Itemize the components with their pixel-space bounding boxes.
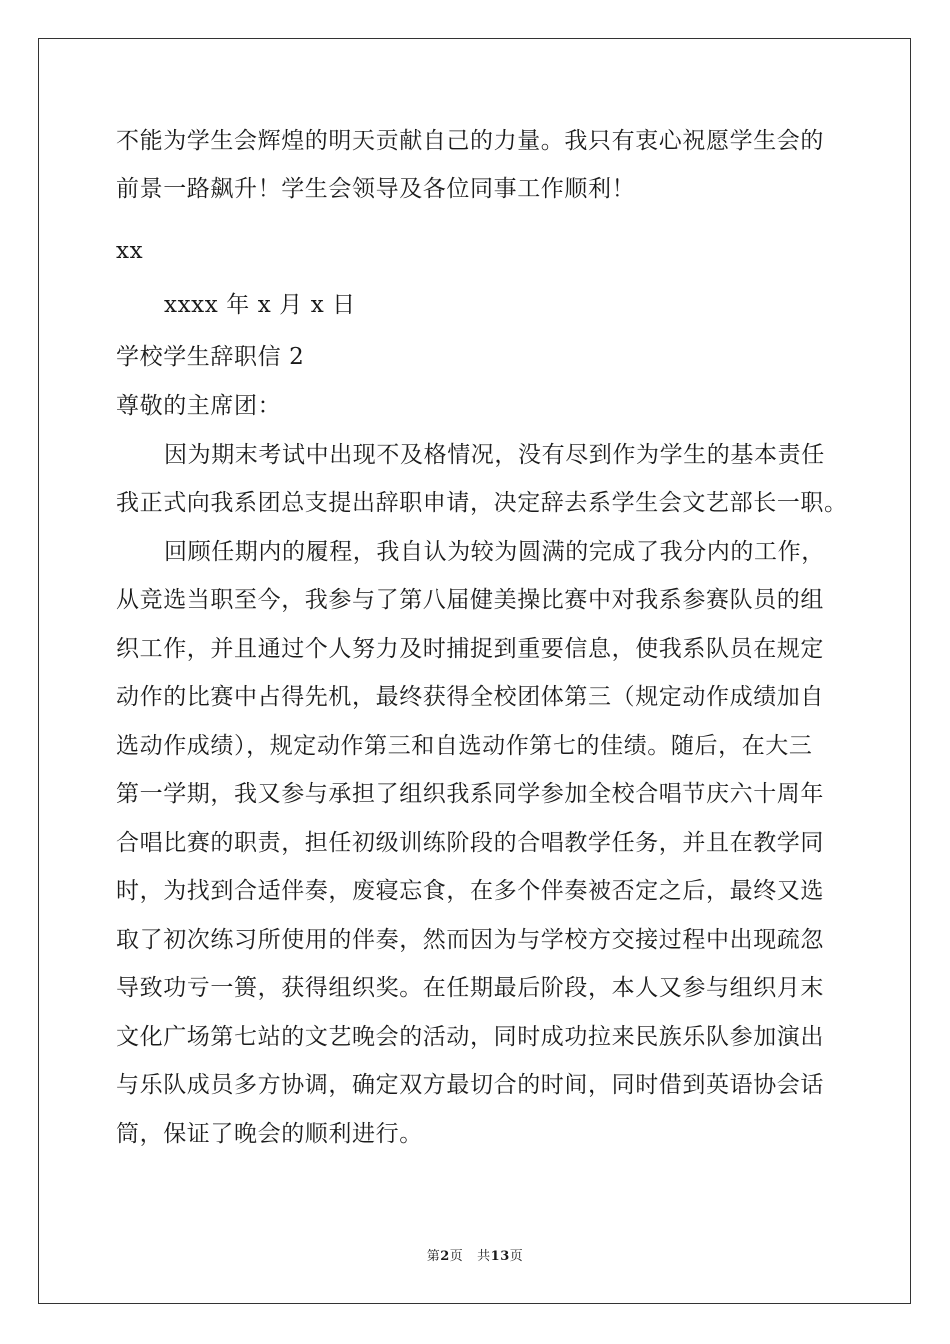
salutation: 尊敬的主席团： (116, 393, 282, 419)
body-line: 筒，保证了晚会的顺利进行。 (116, 1121, 423, 1147)
body-line: 不能为学生会辉煌的明天贡献自己的力量。我只有衷心祝愿学生会的 (116, 128, 824, 154)
footer-suffix: 页 (509, 1249, 524, 1264)
body-line: 文化广场第七站的文艺晚会的活动，同时成功拉来民族乐队参加演出 (116, 1024, 824, 1050)
body-line: 第一学期，我又参与承担了组织我系同学参加全校合唱节庆六十周年 (116, 781, 824, 807)
current-page-number: 2 (440, 1249, 450, 1264)
total-page-count: 13 (490, 1249, 510, 1264)
signature: xx (116, 238, 144, 264)
date-line: xxxx 年 x 月 x 日 (164, 292, 356, 318)
body-line: 导致功亏一篑，获得组织奖。在任期最后阶段，本人又参与组织月末 (116, 975, 824, 1001)
body-line: 取了初次练习所使用的伴奏，然而因为与学校方交接过程中出现疏忽 (116, 927, 824, 953)
body-line: 选动作成绩），规定动作第三和自选动作第七的佳绩。随后，在大三 (116, 733, 813, 759)
body-line: 动作的比赛中占得先机，最终获得全校团体第三（规定动作成绩加自 (116, 684, 824, 710)
body-line: 因为期末考试中出现不及格情况，没有尽到作为学生的基本责任 (164, 442, 825, 468)
body-line: 前景一路飙升！学生会领导及各位同事工作顺利！ (116, 176, 636, 202)
body-line: 回顾任期内的履程，我自认为较为圆满的完成了我分内的工作， (164, 539, 825, 565)
body-line: 织工作，并且通过个人努力及时捕捉到重要信息，使我系队员在规定 (116, 636, 824, 662)
body-line: 时，为找到合适伴奏，废寝忘食，在多个伴奏被否定之后，最终又选 (116, 878, 824, 904)
footer-mid: 页 共 (449, 1249, 491, 1264)
section-title: 学校学生辞职信 2 (116, 344, 305, 370)
body-line: 与乐队成员多方协调，确定双方最切合的时间，同时借到英语协会话 (116, 1072, 824, 1098)
body-line: 从竞选当职至今，我参与了第八届健美操比赛中对我系参赛队员的组 (116, 587, 824, 613)
page-footer (0, 1245, 950, 1264)
body-line: 合唱比赛的职责，担任初级训练阶段的合唱教学任务，并且在教学同 (116, 830, 824, 856)
footer-prefix: 第 (426, 1249, 441, 1264)
body-line: 我正式向我系团总支提出辞职申请，决定辞去系学生会文艺部长一职。 (116, 490, 848, 516)
